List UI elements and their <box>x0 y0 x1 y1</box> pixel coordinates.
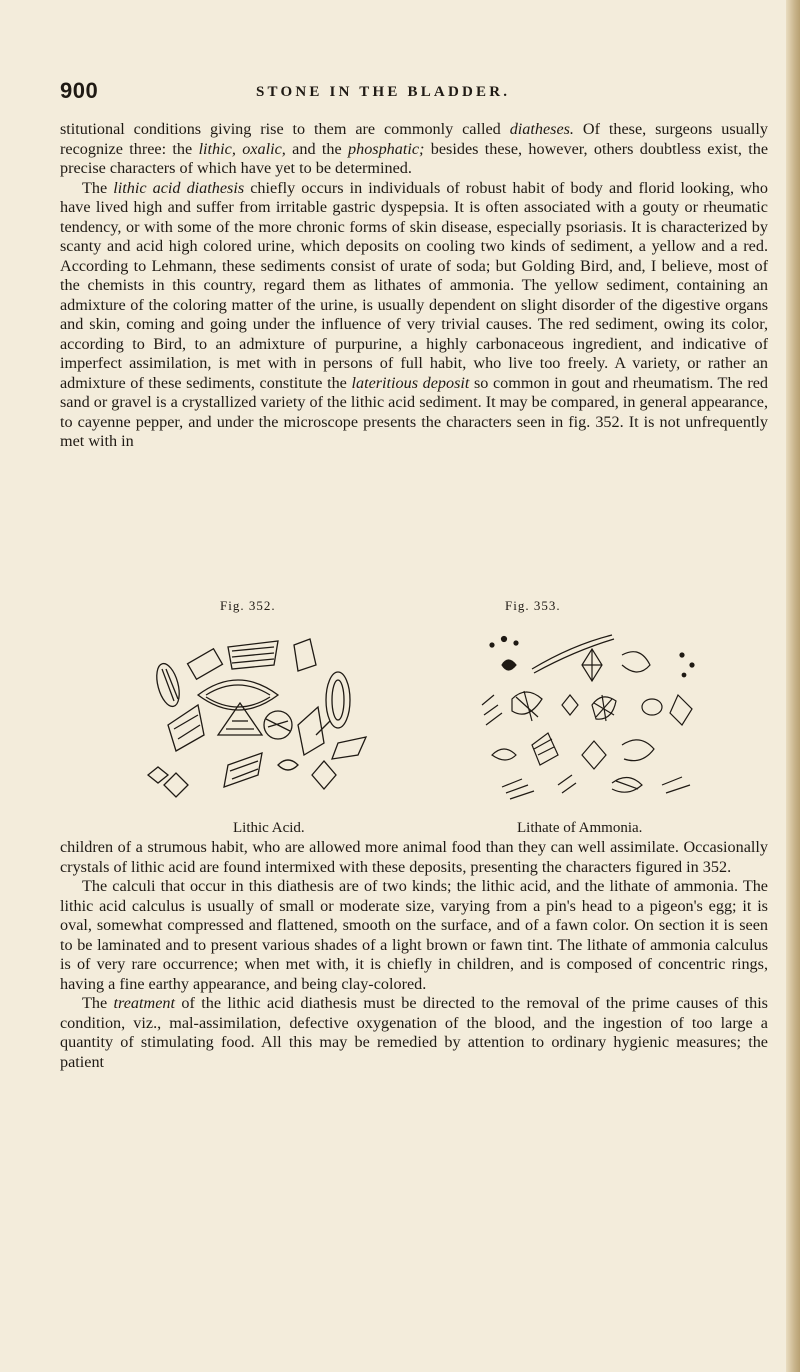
italic-text: diatheses. <box>509 120 574 138</box>
text-run: children of a strumous habit, who are allowed more animal food than they can well assimilate. Occasionally crystals of lithic acid are found intermixed with these deposits, presenting the characters figured in 352. <box>60 838 768 876</box>
figure-353-lithate-of-ammonia-crystals <box>462 625 724 805</box>
text-run: chiefly occurs in individuals of robust habit of body and florid looking, who have lived high and suffer from irritable gastric dyspepsia. It is often associated with a gouty or rheumatic tendency, or with some of the more chronic forms of skin disease, especially psoriasis. It is characterized by scanty and acid high colored urine, which deposits on cooling two kinds of sediment, a yellow and a red. According to Lehmann, these sediments consist of urate of soda; but Golding Bird, and, I believe, most of the chemists in this country, regard them as lithates of ammonia. The yellow sediment, containing an admixture of the coloring matter of the urine, is usually dependent on slight disorder of the digestive organs and skin, coming and going under the influence of very trivial causes. The red sediment, owing its color, according to Bird, to an admixture of purpurine, a highly carbonaceous ingredient, and indicative of imperfect assimilation, is met with in persons of full habit, who live too freely. A variety, or rather an admixture of these sediments, constitute the <box>60 178 768 392</box>
figure-352-lithic-acid-crystals <box>128 625 390 805</box>
body-paragraph-2 <box>60 838 768 1072</box>
text-run: Of these, surgeons usually recognize three: the <box>60 120 769 158</box>
text-run: besides these, however, others doubtless exist, the precise characters of which have yet to be determined. <box>60 139 769 177</box>
text-run: so common in gout and rheumatism. The red sand or gravel is a crystallized variety of the lithic acid sediment. It may be compared, in general appearance, to cayenne pepper, and under the microscope presents the characters seen in fig. 352. It is not unfrequently met with in <box>60 373 768 450</box>
text-run: and the <box>285 139 348 158</box>
figure-352-caption: Lithic Acid. <box>233 820 305 836</box>
figure-352-label: Fig. 352. <box>220 598 276 613</box>
text-run: The <box>82 178 114 197</box>
running-head: STONE IN THE BLADDER. <box>256 84 511 100</box>
italic-text: lateritious deposit <box>351 373 470 392</box>
italic-text: lithic, oxalic, <box>198 139 286 158</box>
figure-353-label: Fig. 353. <box>505 598 561 613</box>
page-edge <box>786 0 800 1372</box>
text-run: of the lithic acid diathesis must be directed to the removal of the prime causes of this condition, viz., mal-assimilation, defective oxygenation of the blood, and the ingestion of too large a quantity of stimulating food. All this may be remedied by attention to ordinary hygienic measures; the patient <box>60 994 768 1071</box>
italic-text: treatment <box>113 994 175 1012</box>
italic-text: lithic acid diathesis <box>113 178 245 197</box>
text-run: The <box>82 994 114 1012</box>
text-run: The calculi that occur in this diathesis are of two kinds; the lithic acid, and the lithate of ammonia. The lithic acid calculus is usually of small or moderate size, varying from a pin's head to a pigeon's egg; it is oval, somewhat compressed and flattened, smooth on the surface, and of a fawn color. On section it is seen to be laminated and to present various shades of a light brown or fawn tint. The lithate of ammonia calculus is of very rare occurrence; when met with, it is chiefly in children, and is composed of concentric rings, having a fine earthy appearance, and being clay-colored. <box>60 877 768 993</box>
body-paragraph-1 <box>60 120 768 452</box>
page-number: 900 <box>60 78 99 103</box>
italic-text: phosphatic; <box>348 139 425 158</box>
figure-353-caption: Lithate of Ammonia. <box>517 820 643 836</box>
page-header <box>60 78 760 102</box>
text-run: stitutional conditions giving rise to them are commonly called <box>60 120 510 138</box>
